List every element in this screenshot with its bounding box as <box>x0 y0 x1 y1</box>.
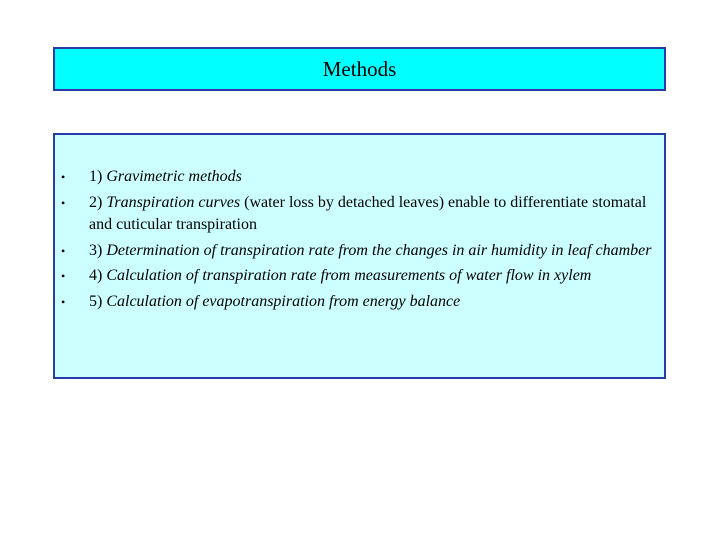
methods-panel <box>53 133 666 379</box>
list-item <box>61 291 659 314</box>
item-plain-text: (water loss by detached leaves) enable to differentiate stomatal and cuticular transpiration <box>89 193 647 233</box>
bullet-icon: • <box>61 195 66 210</box>
item-number: 5) <box>89 292 103 310</box>
page-title: Methods <box>322 56 397 81</box>
bullet-icon: • <box>61 269 66 283</box>
title-box <box>53 47 666 91</box>
methods-list <box>61 166 659 316</box>
item-number: 3) <box>89 241 103 259</box>
bullet-icon: • <box>61 243 66 258</box>
item-italic-text: Determination of transpiration rate from the changes in air humidity in leaf chamber <box>106 241 652 259</box>
item-italic-text: Calculation of evapotranspiration from energy balance <box>106 292 461 310</box>
item-italic-text: Calculation of transpiration rate from measurements of water flow in xylem <box>106 267 592 284</box>
list-item <box>61 166 659 189</box>
bullet-icon: • <box>61 294 66 309</box>
item-number: 1) <box>89 168 103 185</box>
item-italic-text: Transpiration curves <box>106 193 241 211</box>
list-item <box>61 265 659 288</box>
item-number: 2) <box>89 193 103 211</box>
list-item <box>61 192 659 237</box>
item-number: 4) <box>89 267 103 284</box>
item-italic-text: Gravimetric methods <box>106 168 242 185</box>
list-item <box>61 240 659 263</box>
bullet-icon: • <box>61 170 66 184</box>
